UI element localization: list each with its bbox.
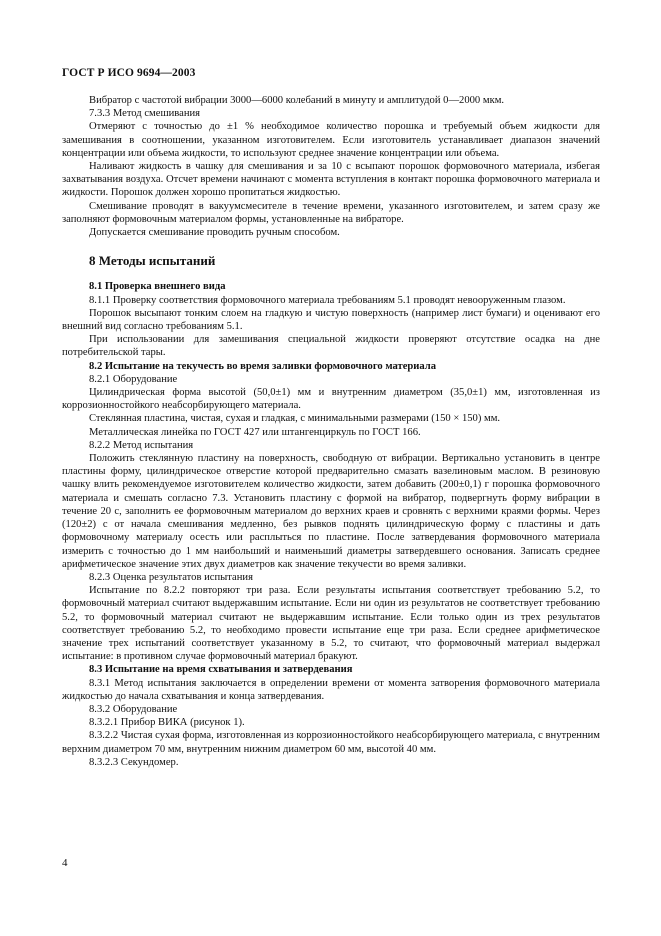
paragraph: Испытание по 8.2.2 повторяют три раза. Если результаты испытания соответствует требованию 5.2, то формовочный материал считают выдержавшим испытание. Если ни один из результатов не соответствует требованию 5.2, то формовочный материал считают не выдержавшим испытание. Если только один из трех результатов соответствует требованию 5.2, то необходимо провести испытание еще три раза. Если среднее арифметическое значение трех испытаний соответствует указанному в 5.2, то считают, что формовочный материал выдержал испытание: в противном случае формовочный материал бракуют.: [62, 585, 600, 663]
document-body: [62, 94, 600, 769]
paragraph: Цилиндрическая форма высотой (50,0±1) мм и внутренним диаметром (35,0±1) мм, изготовленная из коррозионностойкого неабсорбирующего материала.: [62, 387, 600, 412]
clause-8-3-1: 8.3.1 Метод испытания заключается в определении времени от момента затворения формовочного материала жидкостью до начала схватывания и конца затвердевания.: [62, 677, 600, 702]
paragraph: Порошок высыпают тонким слоем на гладкую и чистую поверхность (например лист бумаги) и оценивают его внешний вид согласно требованиям 5.1.: [62, 307, 600, 333]
clause-8-3-2-3: 8.3.2.3 Секундомер.: [89, 756, 179, 768]
clause-8-2-1: 8.2.1 Оборудование: [89, 373, 178, 385]
paragraph: Смешивание проводят в вакуумсмесителе в течение времени, указанного изготовителем, и затем сразу же заполняют формовочным материалом формы, установленные на вибраторе.: [62, 200, 600, 225]
paragraph: Отмеряют с точностью до ±1 % необходимое количество порошка и требуемый объем жидкости для замешивания в соотношении, указанном изготовителем. Если изготовитель устанавливает диапазон значений концентрации или объема жидкости, то используют среднее значение концентрации или объема.: [62, 121, 600, 159]
clause-7-3-3: 7.3.3 Метод смешивания: [89, 108, 201, 120]
paragraph-vibrator: Вибратор с частотой вибрации 3000—6000 колебаний в минуту и амплитудой 0—2000 мкм.: [89, 95, 505, 106]
paragraph: Стеклянная пластина, чистая, сухая и гладкая, с минимальными размерами (150 × 150) мм.: [89, 413, 501, 425]
clause-8-3-2-1: 8.3.2.1 Прибор ВИКА (рисунок 1).: [89, 717, 245, 729]
subsection-heading-8-1: 8.1 Проверка внешнего вида: [89, 281, 226, 293]
page-number: 4: [62, 857, 68, 869]
paragraph: Положить стеклянную пластину на поверхность, свободную от вибрации. Вертикально установить в центре пластины форму, цилиндрическое отверстие которой предварительно смазать вазелиновым маслом. В резиновую чашку влить рекомендуемое изготовителем количество жидкости, затем добавить (200±0,1) г порошка формовочного материала и смешать согласно 7.3. Установить пластину с формой на вибратор, подвергнуть форму вибрации в течение 20 с, заполнить ее формовочным материалом до верхних краев и сровнять с верхними краями формы. Через (120±2) с от начала смешивания медленно, без рывков поднять цилиндрическую форму с пластины и дать формовочному материалу осесть или расплыться по пластине. После затвердевания формовочного материала измерить с точностью до 1 мм наибольший и наименьший диаметры затвердевшего основания. Записать среднее арифметическое значение этих двух диаметров как значение текучести во время заливки.: [62, 453, 600, 570]
subsection-heading-8-2: 8.2 Испытание на текучесть во время заливки формовочного материала: [89, 360, 437, 372]
paragraph: Металлическая линейка по ГОСТ 427 или штангенциркуль по ГОСТ 166.: [89, 426, 421, 438]
subsection-heading-8-3: 8.3 Испытание на время схватывания и затвердевания: [89, 664, 353, 676]
clause-8-3-2: 8.3.2 Оборудование: [89, 703, 178, 715]
paragraph: Допускается смешивание проводить ручным способом.: [89, 227, 340, 239]
section-heading-8: 8 Методы испытаний: [89, 253, 216, 269]
clause-8-3-2-2: 8.3.2.2 Чистая сухая форма, изготовленная из коррозионностойкого неабсорбирующего материала, с внутренним верхним диаметром 70 мм, внутренним нижним диаметром 60 мм, высотой 40 мм.: [62, 730, 600, 755]
standard-designation: ГОСТ Р ИСО 9694—2003: [62, 67, 196, 79]
paragraph: Наливают жидкость в чашку для смешивания и за 10 с всыпают порошок формовочного материала, избегая захватывания воздуха. Отсчет времени начинают с момента вступления в контакт порошка формовочного материала и жидкости. Порошок должен хорошо пропитаться жидкостью.: [62, 161, 600, 199]
clause-8-2-2: 8.2.2 Метод испытания: [89, 439, 194, 451]
clause-8-2-3: 8.2.3 Оценка результатов испытания: [89, 571, 253, 583]
clause-8-1-1: 8.1.1 Проверку соответствия формовочного материала требованиям 5.1 проводят невооруженным глазом.: [89, 294, 566, 306]
paragraph: При использовании для замешивания специальной жидкости проверяют отсутствие осадка на дне потребительской тары.: [62, 334, 600, 359]
